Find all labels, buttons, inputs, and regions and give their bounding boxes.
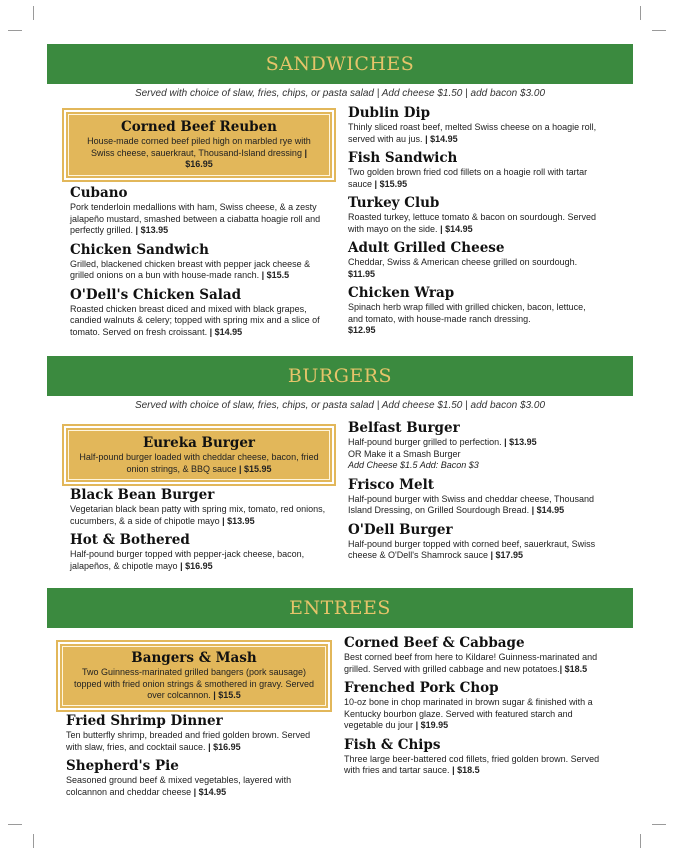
item-price: | $15.5 xyxy=(261,270,290,280)
item-price: | $18.5 xyxy=(559,663,588,674)
item-description: Ten butterfly shrimp, breaded and fried golden brown. Served with slaw, fries, and cocktail sauce. | $16.95 xyxy=(66,730,311,752)
menu-item xyxy=(348,195,598,235)
item-description: Best corned beef from here to Kildare! Guinness-marinated and grilled. Served with grilled cabbage and new potatoes.| $18.5 xyxy=(344,652,598,674)
item-name: Dublin Dip xyxy=(348,105,431,121)
item-price: | $16.95 xyxy=(180,560,213,571)
item-name: Shepherd's Pie xyxy=(66,758,179,774)
menu-item xyxy=(66,713,328,753)
menu-item xyxy=(348,477,610,517)
featured-item-box xyxy=(56,640,332,712)
item-price: | $16.95 xyxy=(185,147,307,170)
item-description: House-made corned beef piled high on marbled rye with Swiss cheese, sauerkraut, Thousand-Island dressing | $16.95 xyxy=(87,136,311,170)
item-price: | $13.95 xyxy=(222,515,255,526)
section-title: SANDWICHES xyxy=(265,53,415,75)
item-description: Three large beer-battered cod fillets, fried golden brown. Served with fries and tartar sauce. | $18.5 xyxy=(344,753,600,775)
item-description: Roasted chicken breast diced and mixed with black grapes, candied walnuts & celery; topped with spring mix and a slice of tomato. Served on fresh croissant. | $14.95 xyxy=(70,303,320,337)
menu-item xyxy=(66,758,328,798)
item-name: O'Dell's Chicken Salad xyxy=(70,286,242,303)
menu-item xyxy=(344,680,606,732)
item-name: Fish Sandwich xyxy=(348,150,458,166)
item-note: Add Cheese $1.5 Add: Bacon $3 xyxy=(348,460,479,470)
item-price: | $15.5 xyxy=(213,690,241,701)
item-description: Half-pound burger topped with pepper-jack cheese, bacon, jalapeños, & chipotle mayo | $16.95 xyxy=(70,549,305,571)
item-price: | $14.95 xyxy=(209,326,243,337)
menu-item xyxy=(348,105,598,145)
item-name: Turkey Club xyxy=(348,195,440,211)
crop-mark xyxy=(640,834,641,848)
section-subtitle: Served with choice of slaw, fries, chips, or pasta salad | Add cheese $1.50 | add bacon $3.00 xyxy=(134,88,546,99)
menu-item xyxy=(348,420,610,472)
section-title: ENTREES xyxy=(289,597,391,619)
section-banner-entrees xyxy=(47,588,633,628)
item-description: Half-pound burger with Swiss and cheddar cheese, Thousand Island Dressing, on Grilled Sourdough Bread. | $14.95 xyxy=(348,493,594,515)
item-description: Half-pound burger grilled to perfection. | $13.95 xyxy=(348,437,537,447)
section-subtitle: Served with choice of slaw, fries, chips, or pasta salad | Add cheese $1.50 | add bacon $3.00 xyxy=(134,400,546,411)
menu-column-left xyxy=(70,185,328,338)
item-description: 10-oz bone in chop marinated in brown sugar & finished with a Kentucky bourbon glaze. Served with featured starch and vegetable du jour | $19.95 xyxy=(344,697,593,730)
crop-mark xyxy=(640,6,641,20)
menu-column-right xyxy=(348,105,598,337)
item-name: Belfast Burger xyxy=(348,420,460,436)
item-price: | $15.95 xyxy=(374,178,408,189)
item-name: Hot & Bothered xyxy=(70,532,190,548)
item-price: | $14.95 xyxy=(531,505,565,515)
featured-item-box xyxy=(62,108,336,182)
item-price: | $13.95 xyxy=(504,437,537,447)
section-title: BURGERS xyxy=(287,365,393,387)
item-name: Chicken Wrap xyxy=(348,285,455,301)
item-name: Eureka Burger xyxy=(142,435,256,451)
menu-item xyxy=(348,285,598,337)
item-description: Seasoned ground beef & mixed vegetables, layered with colcannon and cheddar cheese | $14.95 xyxy=(66,775,292,797)
item-description: Thinly sliced roast beef, melted Swiss cheese on a hoagie roll, served with au jus. | $14.95 xyxy=(348,122,597,144)
item-price: | $14.95 xyxy=(193,786,227,797)
section-banner-sandwiches xyxy=(47,44,633,84)
item-name: Adult Grilled Cheese xyxy=(348,240,505,256)
item-description: Roasted turkey, lettuce tomato & bacon on sourdough. Served with mayo on the side. | $14.95 xyxy=(348,212,596,234)
item-description: Two Guinness-marinated grilled bangers (pork sausage) topped with fried onion strings & smothered in gravy. Served over colcannon. | $15.5 xyxy=(74,667,314,701)
crop-mark xyxy=(652,824,666,825)
crop-mark xyxy=(8,824,22,825)
menu-column-left xyxy=(70,487,328,572)
menu-item xyxy=(70,242,328,282)
item-description: Grilled, blackened chicken breast with pepper jack cheese & grilled onions on a bun with house-made ranch. | $15.5 xyxy=(70,258,311,280)
menu-column-right xyxy=(344,635,606,777)
item-note: OR Make it a Smash Burger xyxy=(348,448,461,459)
item-description: Half-pound burger loaded with cheddar cheese, bacon, fried onion strings, & BBQ sauce | $15.95 xyxy=(79,452,319,474)
item-price: | $18.5 xyxy=(452,765,480,775)
item-description: Vegetarian black bean patty with spring mix, tomato, red onions, cucumbers, & a side of chipotle mayo | $13.95 xyxy=(70,504,326,526)
menu-item xyxy=(70,287,328,339)
item-name: Cubano xyxy=(70,185,128,201)
item-name: Fried Shrimp Dinner xyxy=(66,713,223,729)
featured-item-box xyxy=(62,424,336,486)
item-price: | $19.95 xyxy=(415,720,449,730)
item-price: | $13.95 xyxy=(135,225,169,235)
menu-item xyxy=(344,635,606,675)
crop-mark xyxy=(33,6,34,20)
menu-item xyxy=(348,522,610,562)
item-price: | $14.95 xyxy=(440,223,473,234)
item-price: | $16.95 xyxy=(208,741,241,752)
menu-item xyxy=(70,487,328,527)
crop-mark xyxy=(33,834,34,848)
item-name: O'Dell Burger xyxy=(348,521,453,538)
item-name: Corned Beef Reuben xyxy=(121,119,277,136)
menu-column-right xyxy=(348,420,610,562)
item-name: Fish & Chips xyxy=(344,736,441,753)
menu-item xyxy=(344,737,606,777)
item-name: Chicken Sandwich xyxy=(70,241,209,258)
item-price: $12.95 xyxy=(348,325,376,335)
item-name: Bangers & Mash xyxy=(131,650,257,667)
menu-item xyxy=(70,532,328,572)
item-name: Frisco Melt xyxy=(348,476,435,493)
item-name: Black Bean Burger xyxy=(70,487,215,503)
section-banner-burgers xyxy=(47,356,633,396)
crop-mark xyxy=(8,30,22,31)
item-description: Spinach herb wrap filled with grilled chicken, bacon, lettuce, and tomato, with house-made ranch dressing. $12.95 xyxy=(348,302,586,335)
item-price: | $15.95 xyxy=(239,463,272,474)
item-price: | $14.95 xyxy=(425,133,458,144)
menu-item xyxy=(348,240,598,280)
item-description: Two golden brown fried cod fillets on a hoagie roll with tartar sauce | $15.95 xyxy=(348,167,588,189)
item-name: Corned Beef & Cabbage xyxy=(344,635,525,651)
item-name: Frenched Pork Chop xyxy=(344,680,499,696)
item-description: Cheddar, Swiss & American cheese grilled on sourdough. $11.95 xyxy=(348,257,578,279)
item-description: Half-pound burger topped with corned beef, sauerkraut, Swiss cheese & O'Dell's Shamrock sauce | $17.95 xyxy=(348,538,596,560)
menu-item xyxy=(348,150,598,190)
menu-item xyxy=(70,185,328,237)
item-price: $11.95 xyxy=(348,268,376,279)
item-price: | $17.95 xyxy=(490,550,524,560)
crop-mark xyxy=(652,30,666,31)
item-description: Pork tenderloin medallions with ham, Swiss cheese, & a zesty jalapeño mustard, smashed between a ciabatta hoagie roll and perfectly grilled. | $13.95 xyxy=(70,202,321,235)
menu-column-left xyxy=(66,713,328,798)
